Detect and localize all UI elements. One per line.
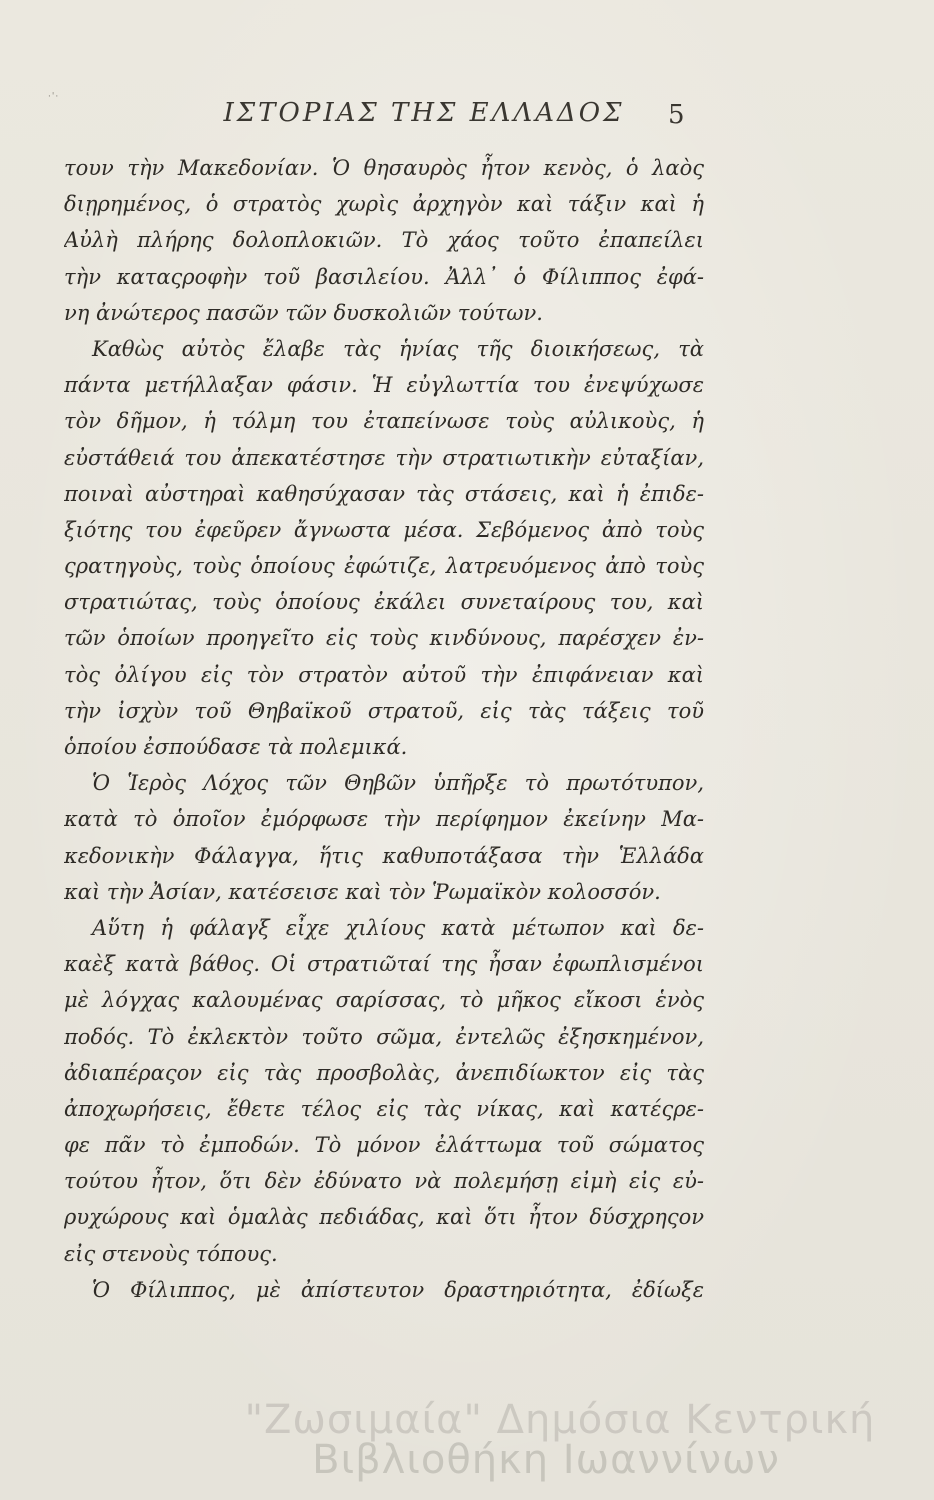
text-line: Αὐλὴ πλήρης δολοπλοκιῶν. Τὸ χάος τοῦτο ἐπαπείλει (64, 228, 704, 253)
text-line: καὶ τὴν Ἀσίαν, κατέσεισε καὶ τὸν Ῥωμαϊκὸν κολοσσόν. (64, 879, 661, 904)
text-line: τὴν καταςροφὴν τοῦ βασιλείου. Ἀλλ᾽ ὁ Φίλιππος ἐφά- (64, 264, 704, 289)
text-line: τουν τὴν Μακεδονίαν. Ὁ θησαυρὸς ἦτον κενὸς, ὁ λαὸς (64, 156, 704, 180)
paragraph-start-line: Αὕτη ἡ φάλαγξ εἶχε χιλίους κατὰ μέτωπον καὶ δε- (92, 915, 704, 940)
text-line: ςρατηγοὺς, τοὺς ὁποίους ἐφώτιζε, λατρευόμενος ἀπὸ τοὺς (64, 554, 704, 579)
text-line: κεδονικὴν Φάλαγγα, ἥτις καθυποτάξασα τὴν Ἑλλάδα (64, 843, 704, 868)
text-line: τῶν ὁποίων προηγεῖτο εἰς τοὺς κινδύνους, παρέσχεν ἐν- (64, 626, 704, 651)
text-line: τούτου ἦτον, ὅτι δὲν ἐδύνατο νὰ πολεμήσῃ εἰμὴ εἰς εὐ- (64, 1169, 704, 1194)
text-line: διῃρημένος, ὁ στρατὸς χωρὶς ἀρχηγὸν καὶ τάξιν καὶ ἡ (64, 192, 704, 217)
text-line: εἰς στενοὺς τόπους. (64, 1241, 278, 1266)
text-line: καὲξ κατὰ βάθος. Οἱ στρατιῶταί της ἦσαν ἐφωπλισμένοι (64, 952, 704, 977)
corner-mark: ·'· (48, 92, 60, 102)
text-line: φε πᾶν τὸ ἐμποδών. Τὸ μόνον ἐλάττωμα τοῦ σώματος (64, 1133, 704, 1158)
paragraph-start-line: Ὁ Φίλιππος, μὲ ἀπίστευτον δραστηριότητα, ἐδίωξε (92, 1277, 704, 1302)
text-line: τὸς ὀλίγου εἰς τὸν στρατὸν αὐτοῦ τὴν ἐπιφάνειαν καὶ (64, 662, 704, 687)
paragraph-start-line: Καθὼς αὐτὸς ἔλαβε τὰς ἡνίας τῆς διοικήσεως, τὰ (92, 336, 704, 361)
text-line: πάντα μετήλλαξαν φάσιν. Ἡ εὐγλωττία του ἐνεψύχωσε (64, 373, 704, 398)
text-line: τὸν δῆμον, ἡ τόλμη του ἐταπείνωσε τοὺς αὐλικοὺς, ἡ (64, 409, 704, 434)
text-line: ποδός. Τὸ ἐκλεκτὸν τοῦτο σῶμα, ἐντελῶς ἐξησκημένον, (64, 1024, 704, 1049)
page-number: 5 (668, 100, 685, 130)
library-watermark-line1: "Ζωσιμαία" Δημόσια Κεντρική (244, 1397, 876, 1443)
text-line: εὐστάθειά του ἀπεκατέστησε τὴν στρατιωτικὴν εὐταξίαν, (64, 445, 704, 470)
text-line: ρυχώρους καὶ ὁμαλὰς πεδιάδας, καὶ ὅτι ἦτον δύσχρηςον (64, 1205, 704, 1230)
text-line: ἀδιαπέραςον εἰς τὰς προσβολὰς, ἀνεπιδίωκτον εἰς τὰς (64, 1060, 704, 1085)
text-line: κατὰ τὸ ὁποῖον ἐμόρφωσε τὴν περίφημον ἐκείνην Μα- (64, 807, 704, 832)
text-line: μὲ λόγχας καλουμένας σαρίσσας, τὸ μῆκος εἴκοσι ἑνὸς (64, 988, 704, 1013)
body-text (64, 150, 704, 1308)
library-watermark-line2: Βιβλιοθήκη Ιωαννίνων (312, 1437, 780, 1483)
running-head: ΙΣΤΟΡΙΑΣ ΤΗΣ ΕΛΛΑΔΟΣ (223, 98, 625, 128)
text-line: νη ἀνώτερος πασῶν τῶν δυσκολιῶν τούτων. (64, 300, 543, 325)
text-line: ὁποίου ἐσπούδασε τὰ πολεμικά. (64, 735, 408, 759)
text-line: τὴν ἰσχὺν τοῦ Θηβαϊκοῦ στρατοῦ, εἰς τὰς τάξεις τοῦ (64, 698, 704, 723)
text-line: στρατιώτας, τοὺς ὁποίους ἐκάλει συνεταίρους του, καὶ (64, 590, 704, 615)
text-line: ποιναὶ αὐστηραὶ καθησύχασαν τὰς στάσεις, καὶ ἡ ἐπιδε- (64, 481, 704, 506)
paragraph-start-line: Ὁ Ἱερὸς Λόχος τῶν Θηβῶν ὑπῆρξε τὸ πρωτότυπον, (92, 771, 704, 796)
text-line: ἀποχωρήσεις, ἔθετε τέλος εἰς τὰς νίκας, καὶ κατέςρε- (64, 1096, 704, 1121)
text-line: ξιότης του ἐφεῦρεν ἄγνωστα μέσα. Σεβόμενος ἀπὸ τοὺς (64, 517, 704, 542)
